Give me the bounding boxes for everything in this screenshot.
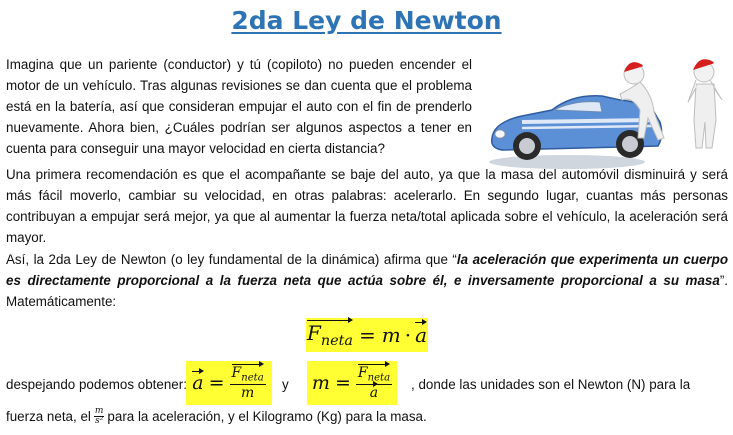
solving-text: despejando podemos obtener: [6,377,187,392]
acceleration-unit: m s² [94,406,104,426]
equals-sign: = [208,372,225,394]
dot-operator: · [404,323,412,347]
law-outro-text: ”. Matemáticamente: [6,273,728,309]
thinking-figure-icon [688,59,722,148]
force-over-mass-fraction: $\frac{F_{neta}}{m}$ [231,365,264,401]
mass-symbol: m [381,323,401,347]
explanation-paragraph: Una primera recomendación es que el acompañante se baje del auto, ya que la masa del automóvil disminuirá y será más fácil moverlo, cambiar su velocidad, en otras palabras: acelerarlo. En segundo lugar, cuantas más personas contribuyan a empujar será mejor, ya que al aumentar la fuerza neta/total aplicada sobre el vehículo, la aceleración será mayor. [6,167,728,245]
car-icon [489,96,662,169]
main-formula [306,318,428,352]
acceleration-vector: a [415,323,428,347]
force-vector: $F_{neta}$ [306,320,353,350]
units-suffix: para la aceleración, y el Kilogramo (Kg) para la masa. [107,409,427,424]
intro-paragraph: Imagina que un pariente (conductor) y tú (copiloto) no pueden encender el motor de un vehículo. Tras algunas revisiones se dan cuenta que el problema está en la batería, así que consideran empujar el auto con el fin de prenderlo nuevamente. Ahora bien, ¿Cuáles podrían ser algunos aspectos a tener en cuenta para conseguir una mayor velocidad en cierta distancia? [6,57,472,156]
law-quote: la aceleración que experimenta un cuerpo es directamente proporcional a la fuerza neta que actúa sobre él, e inversamente proporcional a su masa [6,252,728,288]
equals-sign: = [334,372,351,394]
units-line [6,407,427,426]
acceleration-vector: a [192,372,204,394]
page-title: 2da Ley de Newton [231,6,502,35]
acceleration-formula [186,361,272,405]
conjunction-text: y [282,377,289,392]
law-intro-text: Así, la 2da Ley de Newton (o ley fundamental de la dinámica) afirma que “ [6,252,457,267]
law-paragraph [6,249,728,312]
force-over-acceleration-fraction: $\frac{F_{neta}}{a}$ [357,365,391,401]
mass-symbol: m [311,372,330,394]
units-text: , donde las unidades son el Newton (N) para la [411,377,691,392]
mass-formula [307,361,397,405]
equals-sign: = [359,323,376,347]
car-illustration [482,50,728,174]
units-prefix: fuerza neta, el [6,409,91,424]
